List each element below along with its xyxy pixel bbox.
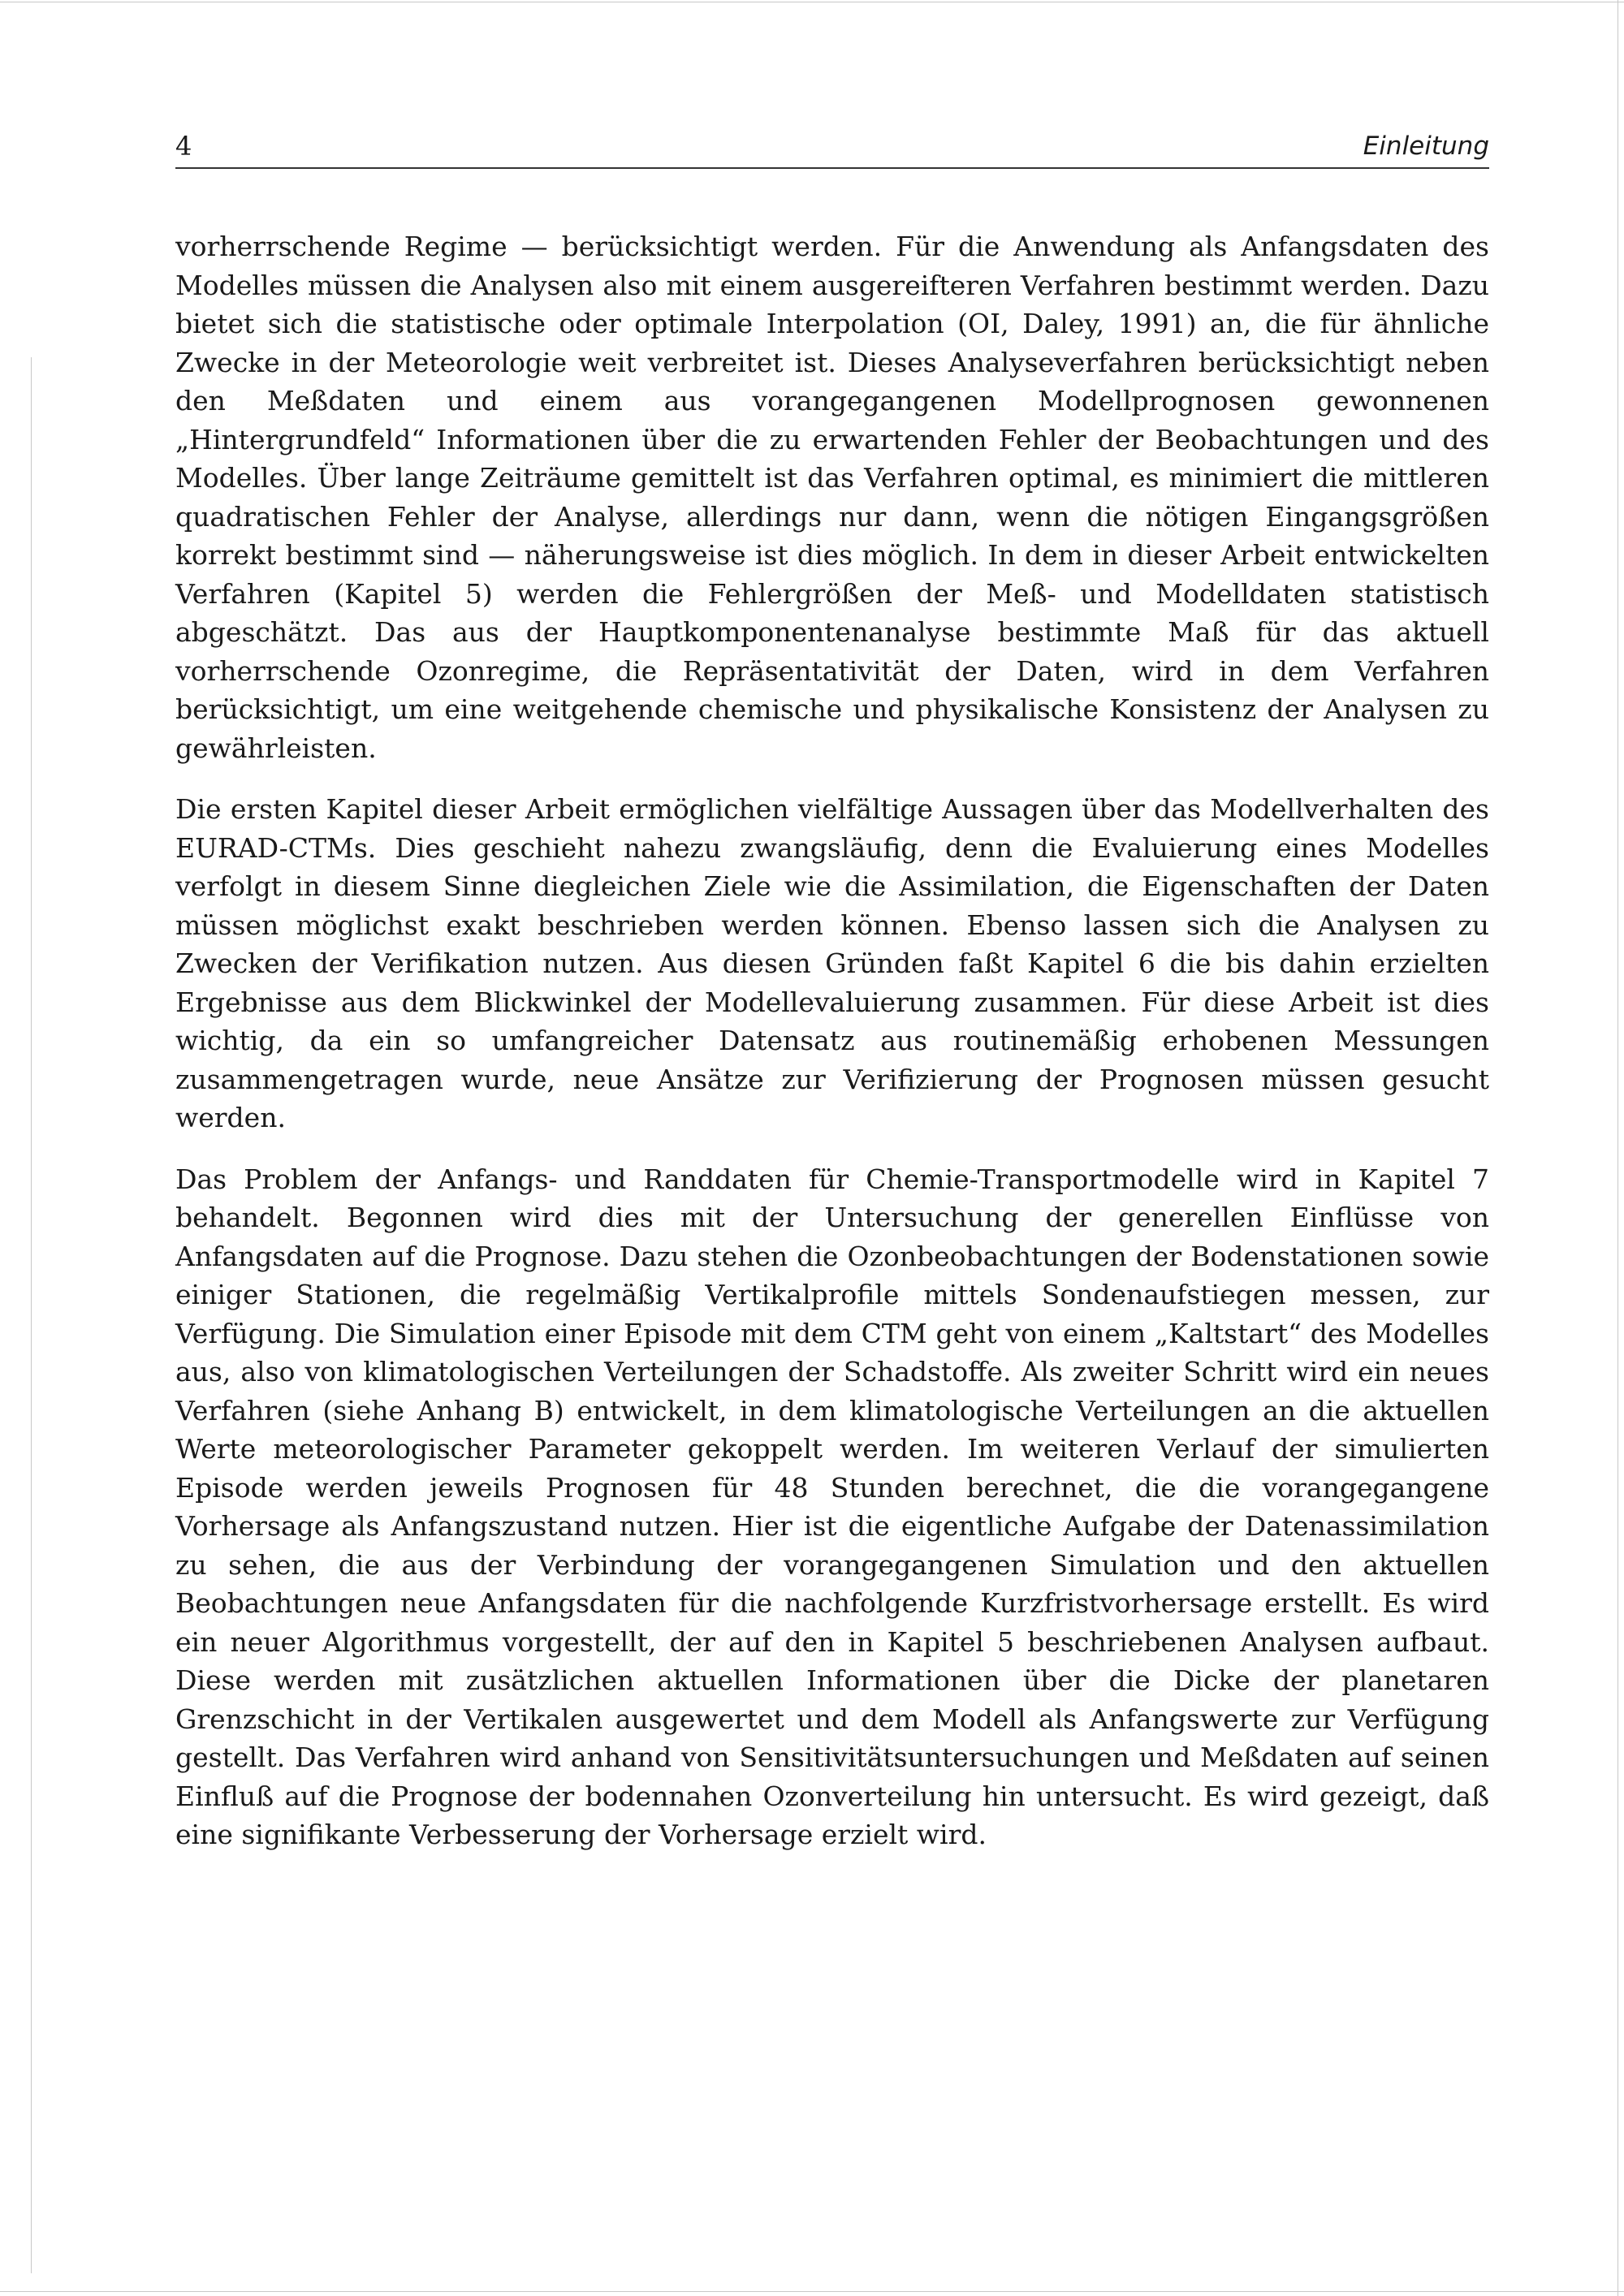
page-number: 4: [175, 131, 192, 162]
scan-edge-bottom: [0, 2291, 1624, 2292]
running-head: Einleitung: [1363, 132, 1489, 161]
paragraph-1: vorherrschende Regime — berücksichtigt werden. Für die Anwendung als Anfangsdaten des Modelles müssen die Analysen also mit einem ausgereifteren Verfahren bestimmt werden. Dazu bietet sich die statistische oder optimale Interpolation (OI, Daley, 1991) an, die für ähnliche Zwecke in der Meteorologie weit verbreitet ist. Dieses Analyseverfahren berücksichtigt neben den Meßdaten und einem aus vorangegangenen Modellprognosen gewonnenen „Hintergrundfeld“ Informationen über die zu erwartenden Fehler der Beobachtungen und des Modelles. Über lange Zeiträume gemittelt ist das Verfahren optimal, es minimiert die mittleren quadratischen Fehler der Analyse, allerdings nur dann, wenn die nötigen Eingangsgrößen korrekt bestimmt sind — näherungsweise ist dies möglich. In dem in dieser Arbeit entwickelten Verfahren (Kapitel 5) werden die Fehlergrößen der Meß- und Modelldaten statistisch abgeschätzt. Das aus der Hauptkomponentenanalyse bestimmte Maß für das aktuell vorherrschende Ozonregime, die Repräsentativität der Daten, wird in dem Verfahren berücksichtigt, um eine weitgehende chemische und physikalische Konsistenz der Analysen zu gewährleisten.: [175, 231, 1489, 764]
body-text: [175, 227, 1489, 1877]
page-header: [175, 130, 1489, 169]
scan-edge-left: [31, 357, 32, 2273]
paragraph-2: Die ersten Kapitel dieser Arbeit ermöglichen vielfältige Aussagen über das Modellverhalten des EURAD-CTMs. Dies geschieht nahezu zwangsläufig, denn die Evaluierung eines Modelles verfolgt in diesem Sinne diegleichen Ziele wie die Assimilation, die Eigenschaften der Daten müssen möglichst exakt beschrieben werden können. Ebenso lassen sich die Analysen zu Zwecken der Verifikation nutzen. Aus diesen Gründen faßt Kapitel 6 die bis dahin erzielten Ergebnisse aus dem Blickwinkel der Modellevaluierung zusammen. Für diese Arbeit ist dies wichtig, da ein so umfangreicher Datensatz aus routinemäßig erhobenen Messungen zusammengetragen wurde, neue Ansätze zur Verifizierung der Prognosen müssen gesucht werden.: [175, 793, 1489, 1133]
paragraph-3: Das Problem der Anfangs- und Randdaten für Chemie-Transportmodelle wird in Kapitel 7 behandelt. Begonnen wird dies mit der Untersuchung der generellen Einflüsse von Anfangsdaten auf die Prognose. Dazu stehen die Ozonbeobachtungen der Bodenstationen sowie einiger Stationen, die regelmäßig Vertikalprofile mittels Sondenaufstiegen messen, zur Verfügung. Die Simulation einer Episode mit dem CTM geht von einem „Kaltstart“ des Modelles aus, also von klimatologischen Verteilungen der Schadstoffe. Als zweiter Schritt wird ein neues Verfahren (siehe Anhang B) entwickelt, in dem klimatologische Verteilungen an die aktuellen Werte meteorologischer Parameter gekoppelt werden. Im weiteren Verlauf der simulierten Episode werden jeweils Prognosen für 48 Stunden berechnet, die die vorangegangene Vorhersage als Anfangszustand nutzen. Hier ist die eigentliche Aufgabe der Datenassimilation zu sehen, die aus der Verbindung der vorangegangenen Simulation und den aktuellen Beobachtungen neue Anfangsdaten für die nachfolgende Kurzfristvorhersage erstellt. Es wird ein neuer Algorithmus vorgestellt, der auf den in Kapitel 5 beschriebenen Analysen aufbaut. Diese werden mit zusätzlichen aktuellen Informationen über die Dicke der planetaren Grenzschicht in der Vertikalen ausgewertet und dem Modell als Anfangswerte zur Verfügung gestellt. Das Verfahren wird anhand von Sensitivitätsuntersuchungen und Meßdaten auf seinen Einfluß auf die Prognose der bodennahen Ozonverteilung hin untersucht. Es wird gezeigt, daß eine signifikante Verbesserung der Vorhersage erzielt wird.: [175, 1163, 1489, 1850]
